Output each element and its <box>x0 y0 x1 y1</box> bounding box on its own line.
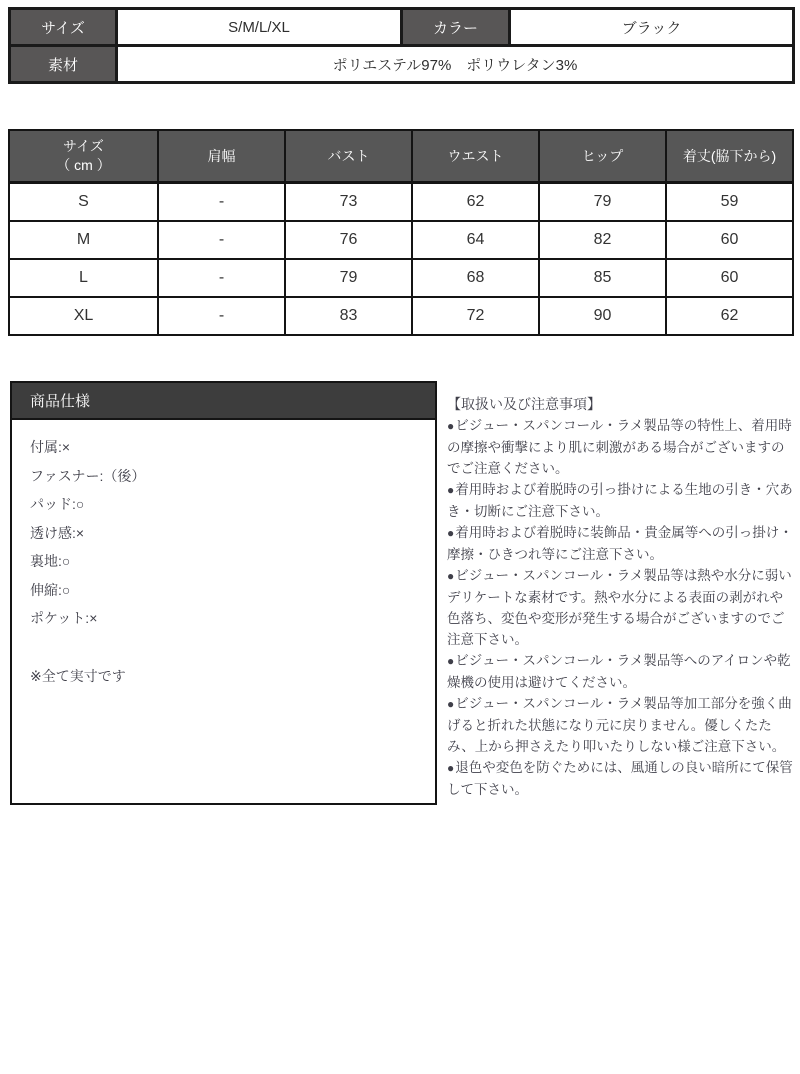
product-summary-table <box>8 7 795 84</box>
material-label-cell: 素材 <box>10 46 117 83</box>
size-cell: 72 <box>412 297 539 335</box>
size-cell: - <box>158 259 285 297</box>
size-cell: 73 <box>285 183 412 222</box>
size-cell: 60 <box>666 259 793 297</box>
size-value-cell: S/M/L/XL <box>117 9 402 46</box>
precaution-item <box>447 479 796 522</box>
size-cell: S <box>9 183 158 222</box>
bullet-icon: ● <box>447 697 455 711</box>
product-spec-list <box>12 420 435 690</box>
spec-item-accessory: 付属:× <box>30 439 71 455</box>
bullet-icon: ● <box>447 654 455 668</box>
size-cell: 90 <box>539 297 666 335</box>
header-size <box>9 130 158 183</box>
header-bust: バスト <box>285 130 412 183</box>
color-value-cell: ブラック <box>510 9 794 46</box>
size-cell: 62 <box>412 183 539 222</box>
precaution-item <box>447 650 796 693</box>
details-section <box>10 381 800 805</box>
product-spec-title-bar: 商品仕様 <box>12 383 435 420</box>
bullet-icon: ● <box>447 569 455 583</box>
header-waist: ウエスト <box>412 130 539 183</box>
precaution-text: ビジュー・スパンコール・ラメ製品等加工部分を強く曲げると折れた状態になり元に戻りません。優しくたたみ、上から押さえたり叩いたりしない様ご注意下さい。 <box>447 696 792 754</box>
precaution-item <box>447 757 796 800</box>
size-cell: 79 <box>285 259 412 297</box>
size-cell: 60 <box>666 221 793 259</box>
bullet-icon: ● <box>447 419 455 433</box>
header-size-unit: （ cm ） <box>56 157 111 173</box>
size-cell: - <box>158 221 285 259</box>
spec-item-pocket: ポケット:× <box>30 610 98 626</box>
size-label-cell: サイズ <box>10 9 117 46</box>
size-row-s <box>9 183 793 222</box>
spec-item-stretch: 伸縮:○ <box>30 581 71 598</box>
bullet-icon: ● <box>447 483 455 497</box>
spec-item-pad: パッド:○ <box>30 496 85 512</box>
size-cell: 76 <box>285 221 412 259</box>
spec-item-sheerness: 透け感:× <box>30 524 85 541</box>
size-chart-header-row <box>9 130 793 183</box>
bullet-icon: ● <box>447 761 455 775</box>
precaution-item <box>447 522 796 565</box>
precaution-item <box>447 415 796 479</box>
size-cell: 82 <box>539 221 666 259</box>
size-row-m <box>9 221 793 259</box>
spec-item-fastener: ファスナー:（後） <box>30 467 146 484</box>
size-row-xl <box>9 297 793 335</box>
header-hip: ヒップ <box>539 130 666 183</box>
size-cell: 85 <box>539 259 666 297</box>
size-cell: L <box>9 259 158 297</box>
precaution-text: ビジュー・スパンコール・ラメ製品等は熱や水分に弱いデリケートな素材です。熱や水分による表面の剥がれや色落ち、変色や変形が発生する場合がございますのでご注意下さい。 <box>447 568 792 647</box>
precaution-text: 着用時および着脱時に装飾品・貴金属等への引っ掛け・摩擦・ひきつれ等にご注意下さい。 <box>447 525 793 562</box>
precaution-text: ビジュー・スパンコール・ラメ製品等の特性上、着用時の摩擦や衝撃により肌に刺激がある場合がございますのでご注意ください。 <box>447 418 792 476</box>
header-size-label: サイズ <box>63 138 104 154</box>
precautions-title: 【取扱い及び注意事項】 <box>447 396 601 412</box>
precaution-item <box>447 693 796 757</box>
precaution-text: 着用時および着脱時の引っ掛けによる生地の引き・穴あき・切断にご注意下さい。 <box>447 482 793 519</box>
size-cell: 64 <box>412 221 539 259</box>
size-cell: 83 <box>285 297 412 335</box>
size-cell: 68 <box>412 259 539 297</box>
size-cell: - <box>158 297 285 335</box>
size-cell: 62 <box>666 297 793 335</box>
bullet-icon: ● <box>447 526 455 540</box>
material-value-cell: ポリエステル97% ポリウレタン3% <box>117 46 794 83</box>
product-spec-page <box>0 7 800 805</box>
header-shoulder: 肩幅 <box>158 130 285 183</box>
precautions-section <box>447 381 796 800</box>
size-cell: M <box>9 221 158 259</box>
size-chart-table <box>8 129 794 336</box>
summary-row-material <box>10 46 794 83</box>
precaution-item <box>447 565 796 650</box>
spec-measurement-note: ※全て実寸です <box>30 667 126 684</box>
precaution-text: 退色や変色を防ぐためには、風通しの良い暗所にて保管して下さい。 <box>447 760 793 797</box>
precaution-text: ビジュー・スパンコール・ラメ製品等へのアイロンや乾燥機の使用は避けてください。 <box>447 653 791 690</box>
header-length: 着丈(脇下から) <box>666 130 793 183</box>
product-spec-box <box>10 381 437 805</box>
size-cell: 59 <box>666 183 793 222</box>
color-label-cell: カラー <box>402 9 510 46</box>
size-cell: XL <box>9 297 158 335</box>
summary-row-size-color <box>10 9 794 46</box>
size-row-l <box>9 259 793 297</box>
size-cell: 79 <box>539 183 666 222</box>
spec-item-lining: 裏地:○ <box>30 553 71 569</box>
size-cell: - <box>158 183 285 222</box>
